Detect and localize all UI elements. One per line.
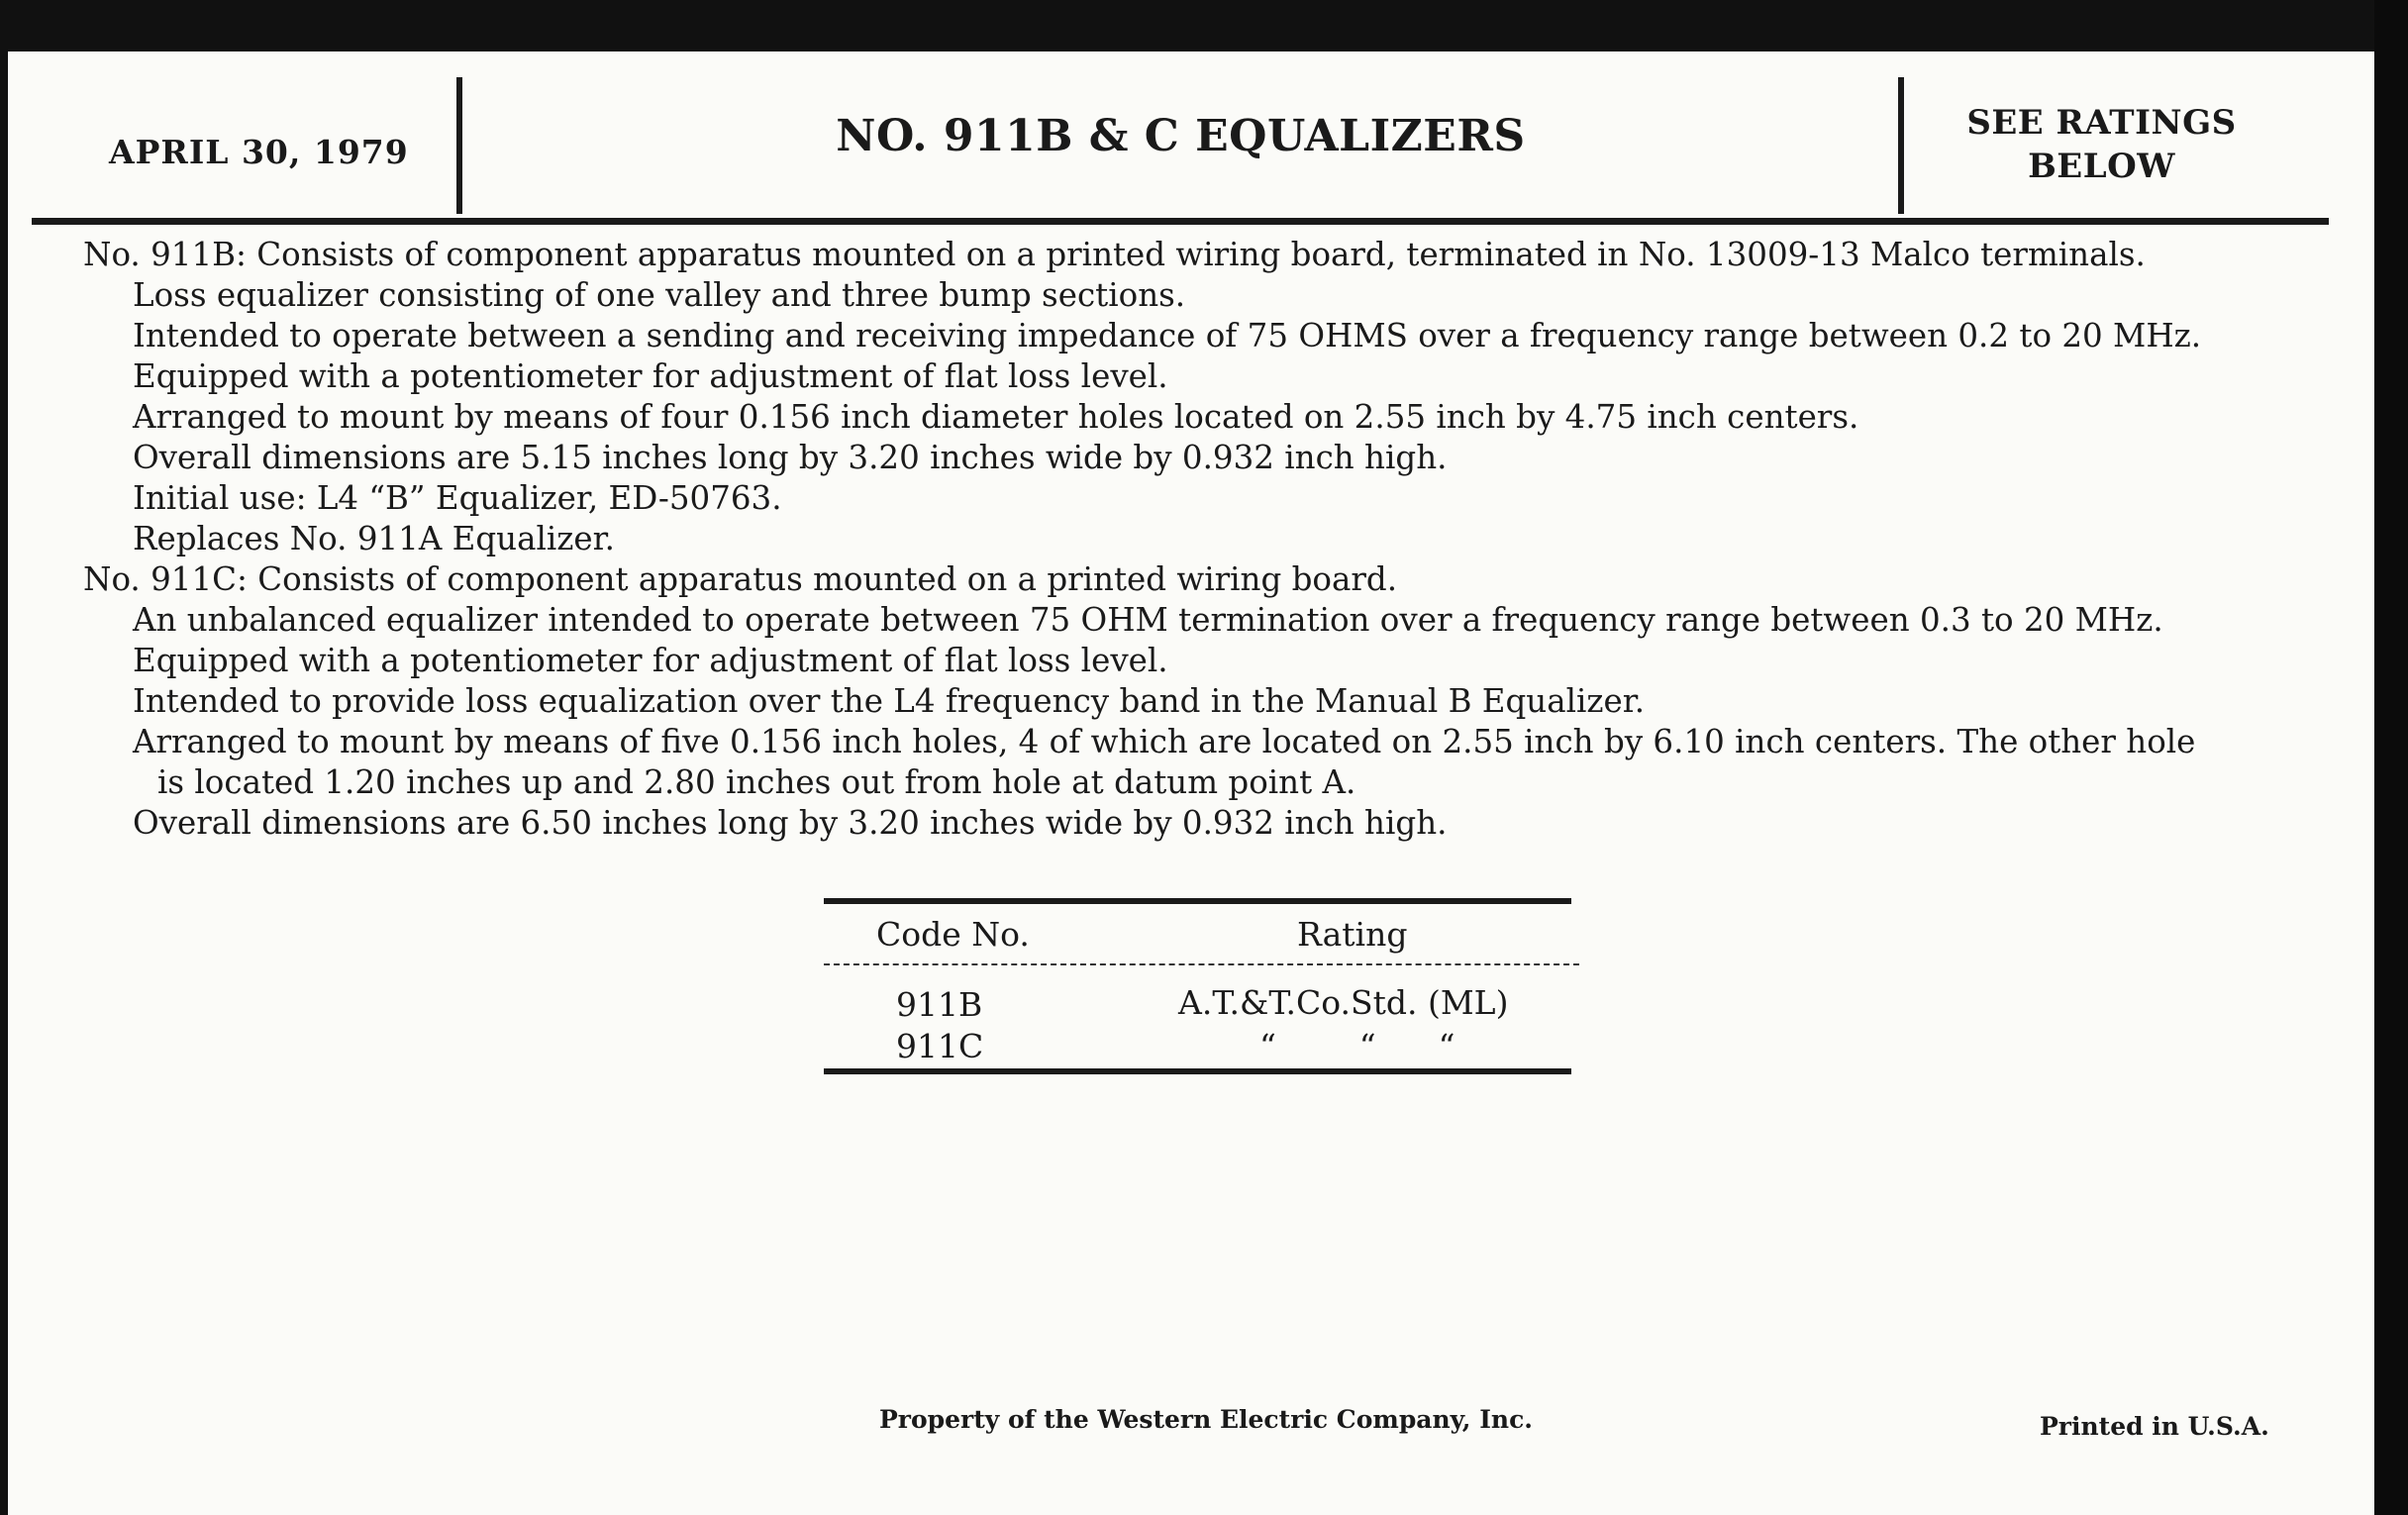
- header-date: APRIL 30, 1979: [109, 133, 409, 171]
- text-line: Overall dimensions are 6.50 inches long by 3.20 inches wide by 0.932 inch high.: [133, 804, 1448, 842]
- text-line: Equipped with a potentiometer for adjustment of flat loss level.: [133, 357, 1168, 395]
- text-line: is located 1.20 inches up and 2.80 inches out from hole at datum point A.: [157, 763, 1356, 801]
- header-rating-line1: SEE RATINGS: [1966, 103, 2237, 143]
- table-cell-rating: “ “ “: [1259, 1027, 1455, 1065]
- text-line: Initial use: L4 “B” Equalizer, ED-50763.: [133, 479, 782, 517]
- table-top-rule: [824, 898, 1571, 904]
- header-rule: [32, 218, 2329, 225]
- header-divider-right: [1898, 77, 1904, 214]
- table-cell-code: 911C: [896, 1027, 984, 1065]
- table-cell-code: 911B: [896, 985, 983, 1024]
- text-line: No. 911C: Consists of component apparatus mounted on a printed wiring board.: [83, 560, 1398, 598]
- header-rating-note: [1911, 101, 2292, 188]
- table-header-rating: Rating: [1297, 915, 1408, 954]
- table-header-code: Code No.: [876, 915, 1030, 954]
- table-bottom-rule: [824, 1068, 1571, 1074]
- text-line: Intended to operate between a sending and receiving impedance of 75 OHMS over a frequency range between 0.2 to 20 MHz.: [133, 317, 2202, 354]
- text-line: An unbalanced equalizer intended to operate between 75 OHM termination over a frequency range between 0.3 to 20 MHz.: [133, 601, 2163, 639]
- text-line: Arranged to mount by means of four 0.156 inch diameter holes located on 2.55 inch by 4.75 inch centers.: [133, 398, 1859, 436]
- footer-property: Property of the Western Electric Company, Inc.: [879, 1405, 1534, 1434]
- footer-printed: Printed in U.S.A.: [2040, 1412, 2269, 1441]
- text-line: No. 911B: Consists of component apparatus mounted on a printed wiring board, terminated in No. 13009-13 Malco terminals.: [83, 236, 2146, 273]
- header-rating-line2: BELOW: [2028, 147, 2175, 186]
- text-line: Overall dimensions are 5.15 inches long by 3.20 inches wide by 0.932 inch high.: [133, 439, 1448, 476]
- scan-edge: [2374, 0, 2408, 1515]
- text-line: Replaces No. 911A Equalizer.: [133, 520, 615, 557]
- text-line: Loss equalizer consisting of one valley and three bump sections.: [133, 276, 1186, 314]
- page-title: NO. 911B & C EQUALIZERS: [836, 111, 1526, 161]
- text-line: Intended to provide loss equalization over the L4 frequency band in the Manual B Equalizer.: [133, 682, 1646, 720]
- text-line: Arranged to mount by means of five 0.156 inch holes, 4 of which are located on 2.55 inch by 6.10 inch centers. The other hole: [133, 723, 2196, 760]
- text-line: Equipped with a potentiometer for adjustment of flat loss level.: [133, 642, 1168, 679]
- table-cell-rating: A.T.&T.Co.Std. (ML): [1178, 983, 1509, 1022]
- table-header-rule: [824, 963, 1579, 965]
